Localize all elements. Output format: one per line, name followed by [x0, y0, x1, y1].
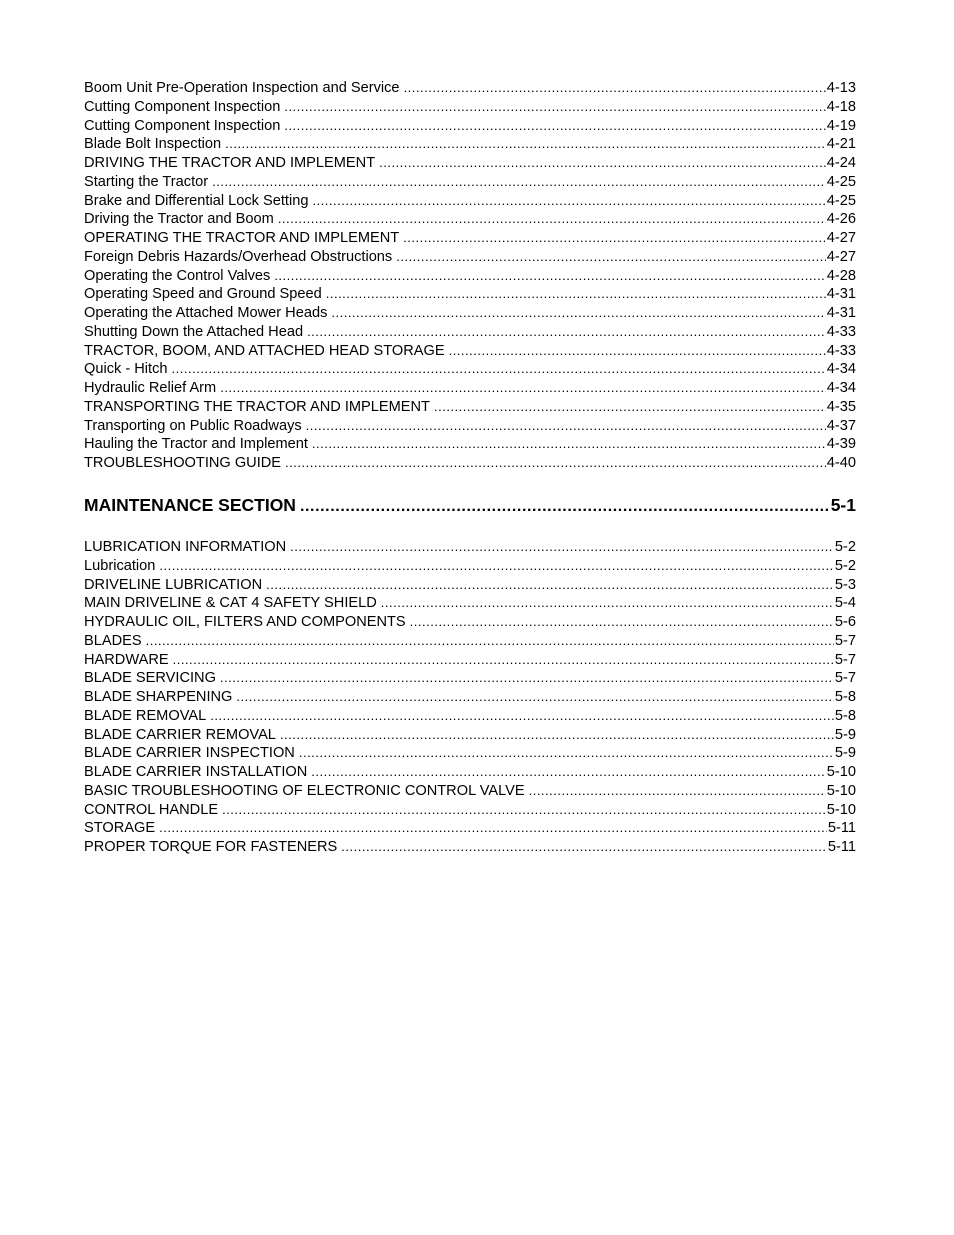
toc-entry[interactable]	[84, 801, 856, 820]
toc-dot-leader	[379, 154, 826, 173]
toc-entry-page: 4-37	[826, 417, 856, 434]
toc-list-maintenance	[84, 538, 856, 857]
toc-entry-title: BLADE CARRIER INSTALLATION	[84, 764, 308, 780]
toc-entry[interactable]	[84, 210, 856, 229]
toc-entry[interactable]	[84, 613, 856, 632]
toc-entry[interactable]	[84, 838, 856, 857]
toc-entry-title: HARDWARE	[84, 651, 169, 668]
toc-entry-title: Operating the Attached Mower Heads	[84, 305, 328, 321]
toc-dot-leader	[299, 744, 834, 763]
toc-entry-title: CONTROL HANDLE	[84, 801, 219, 818]
toc-entry-page: 4-28	[826, 267, 856, 284]
toc-dot-leader	[220, 379, 826, 398]
toc-dot-leader	[284, 117, 825, 136]
toc-dot-leader	[236, 688, 833, 707]
toc-entry-page: 5-2	[834, 539, 856, 555]
toc-dot-leader	[396, 248, 826, 267]
toc-entry-page: 4-40	[826, 455, 856, 471]
toc-entry-page: 4-13	[826, 80, 856, 96]
toc-entry[interactable]	[84, 688, 856, 707]
toc-entry-title: OPERATING THE TRACTOR AND IMPLEMENT	[84, 230, 400, 246]
toc-entry[interactable]	[84, 669, 856, 688]
section-title: MAINTENANCE SECTION	[84, 495, 296, 515]
toc-entry[interactable]	[84, 267, 856, 286]
toc-entry-page: 5-2	[834, 557, 856, 574]
toc-dot-leader	[146, 632, 834, 651]
toc-entry[interactable]	[84, 117, 856, 136]
toc-dot-leader	[312, 192, 825, 211]
toc-dot-leader	[410, 613, 834, 632]
toc-entry-title: Operating the Control Valves	[84, 267, 271, 284]
toc-entry[interactable]	[84, 435, 856, 454]
toc-dot-leader	[341, 838, 827, 857]
toc-entry-page: 4-27	[826, 248, 856, 265]
toc-entry-page: 4-27	[826, 230, 856, 246]
toc-entry[interactable]	[84, 398, 856, 417]
toc-entry[interactable]	[84, 98, 856, 117]
toc-entry[interactable]	[84, 782, 856, 801]
toc-entry[interactable]	[84, 135, 856, 154]
toc-list-operation	[84, 79, 856, 473]
toc-entry[interactable]	[84, 360, 856, 379]
toc-entry-title: Lubrication	[84, 557, 156, 574]
toc-dot-leader	[172, 360, 826, 379]
toc-dot-leader	[284, 98, 825, 117]
toc-entry[interactable]	[84, 323, 856, 342]
toc-entry-page: 5-7	[834, 651, 856, 668]
toc-entry-title: Blade Bolt Inspection	[84, 136, 222, 153]
toc-entry-title: TRACTOR, BOOM, AND ATTACHED HEAD STORAGE	[84, 342, 445, 359]
toc-dot-leader	[300, 495, 829, 519]
toc-entry-title: DRIVING THE TRACTOR AND IMPLEMENT	[84, 155, 376, 171]
toc-dot-leader	[404, 79, 826, 98]
toc-dot-leader	[403, 229, 826, 248]
toc-entry-page: 4-26	[826, 211, 856, 228]
toc-entry-title: Cutting Component Inspection	[84, 98, 281, 115]
toc-entry[interactable]	[84, 342, 856, 361]
toc-entry-page: 5-8	[834, 689, 856, 705]
toc-entry-page: 5-7	[834, 670, 856, 687]
toc-entry[interactable]	[84, 538, 856, 557]
toc-entry[interactable]	[84, 248, 856, 267]
toc-entry[interactable]	[84, 707, 856, 726]
toc-entry[interactable]	[84, 454, 856, 473]
toc-entry-title: Driving the Tractor and Boom	[84, 211, 274, 228]
toc-dot-leader	[159, 819, 827, 838]
toc-dot-leader	[306, 417, 826, 436]
toc-entry-page: 4-35	[826, 398, 856, 415]
toc-dot-leader	[173, 651, 834, 670]
toc-entry[interactable]	[84, 79, 856, 98]
toc-entry-page: 5-4	[834, 595, 856, 612]
toc-entry[interactable]	[84, 229, 856, 248]
toc-entry-title: Starting the Tractor	[84, 173, 209, 190]
toc-entry-title: BLADE CARRIER INSPECTION	[84, 745, 295, 762]
toc-dot-leader	[212, 173, 826, 192]
toc-entry-page: 4-31	[826, 286, 856, 303]
toc-dot-leader	[159, 557, 834, 576]
toc-entry-page: 4-24	[826, 155, 856, 171]
toc-entry-page: 4-21	[826, 136, 856, 153]
toc-entry-title: Hydraulic Relief Arm	[84, 380, 217, 396]
toc-entry-page: 5-11	[827, 820, 856, 837]
toc-entry-page: 4-34	[826, 361, 856, 378]
toc-entry-page: 4-34	[826, 380, 856, 396]
toc-dot-leader	[274, 267, 825, 286]
toc-dot-leader	[529, 782, 826, 801]
toc-entry[interactable]	[84, 192, 856, 211]
toc-dot-leader	[222, 801, 826, 820]
toc-entry[interactable]	[84, 154, 856, 173]
toc-entry-page: 4-39	[826, 436, 856, 453]
toc-dot-leader	[280, 726, 834, 745]
toc-entry-title: TROUBLESHOOTING GUIDE	[84, 455, 282, 471]
toc-entry-page: 4-33	[826, 342, 856, 359]
toc-entry[interactable]	[84, 379, 856, 398]
toc-entry[interactable]	[84, 173, 856, 192]
toc-entry-title: Quick - Hitch	[84, 361, 168, 378]
toc-dot-leader	[278, 210, 826, 229]
toc-entry-page: 5-10	[826, 782, 856, 799]
toc-entry-title: Brake and Differential Lock Setting	[84, 192, 309, 209]
toc-entry-title: Foreign Debris Hazards/Overhead Obstructions	[84, 248, 393, 265]
toc-entry-title: DRIVELINE LUBRICATION	[84, 576, 263, 593]
toc-entry-page: 5-10	[826, 764, 856, 780]
toc-entry-title: Shutting Down the Attached Head	[84, 323, 304, 340]
toc-entry-page: 5-9	[834, 745, 856, 762]
toc-entry[interactable]	[84, 304, 856, 323]
toc-dot-leader	[326, 285, 826, 304]
toc-entry-title: Operating Speed and Ground Speed	[84, 286, 322, 303]
toc-entry-title: HYDRAULIC OIL, FILTERS AND COMPONENTS	[84, 614, 406, 630]
toc-dot-leader	[220, 669, 834, 688]
toc-entry-page: 5-6	[834, 614, 856, 630]
toc-dot-leader	[449, 342, 826, 361]
toc-entry[interactable]	[84, 763, 856, 782]
toc-entry[interactable]	[84, 576, 856, 595]
toc-entry-title: STORAGE	[84, 820, 156, 837]
toc-entry-title: MAIN DRIVELINE & CAT 4 SAFETY SHIELD	[84, 595, 377, 612]
toc-entry[interactable]	[84, 744, 856, 763]
toc-entry-title: Cutting Component Inspection	[84, 117, 281, 134]
toc-entry[interactable]	[84, 651, 856, 670]
toc-section-entry[interactable]	[84, 493, 856, 517]
toc-entry[interactable]	[84, 632, 856, 651]
toc-entry[interactable]	[84, 417, 856, 436]
toc-dot-leader	[311, 763, 826, 782]
toc-entry-title: Transporting on Public Roadways	[84, 417, 302, 434]
toc-entry-title: BASIC TROUBLESHOOTING OF ELECTRONIC CONTROL VALVE	[84, 782, 525, 799]
toc-dot-leader	[381, 594, 834, 613]
toc-entry-page: 4-19	[826, 117, 856, 134]
toc-dot-leader	[434, 398, 826, 417]
toc-entry-page: 5-7	[834, 632, 856, 649]
toc-entry-title: BLADE SHARPENING	[84, 689, 233, 705]
toc-entry-page: 4-25	[826, 173, 856, 190]
toc-entry-page: 4-31	[826, 305, 856, 321]
toc-section-heading	[84, 493, 856, 517]
toc-dot-leader	[225, 135, 826, 154]
toc-entry-title: TRANSPORTING THE TRACTOR AND IMPLEMENT	[84, 398, 430, 415]
toc-entry-title: Boom Unit Pre-Operation Inspection and Service	[84, 80, 400, 96]
toc-dot-leader	[266, 576, 834, 595]
toc-entry-page: 5-10	[826, 801, 856, 818]
toc-entry[interactable]	[84, 285, 856, 304]
toc-entry[interactable]	[84, 726, 856, 745]
toc-dot-leader	[285, 454, 826, 473]
toc-entry-title: BLADE SERVICING	[84, 670, 216, 687]
toc-dot-leader	[210, 707, 834, 726]
toc-entry-title: BLADES	[84, 632, 142, 649]
toc-entry-title: BLADE REMOVAL	[84, 707, 207, 724]
toc-entry-page: 4-25	[826, 192, 856, 209]
toc-entry-page: 5-3	[834, 576, 856, 593]
toc-dot-leader	[307, 323, 826, 342]
toc-entry-page: 5-11	[827, 839, 856, 855]
toc-entry[interactable]	[84, 594, 856, 613]
toc-entry-page: 5-8	[834, 707, 856, 724]
toc-entry-title: LUBRICATION INFORMATION	[84, 539, 287, 555]
toc-entry-title: BLADE CARRIER REMOVAL	[84, 726, 276, 743]
toc-entry-page: 5-9	[834, 726, 856, 743]
toc-entry[interactable]	[84, 819, 856, 838]
toc-dot-leader	[290, 538, 834, 557]
toc-dot-leader	[312, 435, 826, 454]
section-page: 5-1	[830, 495, 856, 515]
toc-entry-page: 4-18	[826, 98, 856, 115]
toc-entry-page: 4-33	[826, 323, 856, 340]
toc-entry-title: Hauling the Tractor and Implement	[84, 436, 308, 453]
toc-dot-leader	[331, 304, 825, 323]
toc-entry[interactable]	[84, 557, 856, 576]
toc-entry-title: PROPER TORQUE FOR FASTENERS	[84, 839, 338, 855]
